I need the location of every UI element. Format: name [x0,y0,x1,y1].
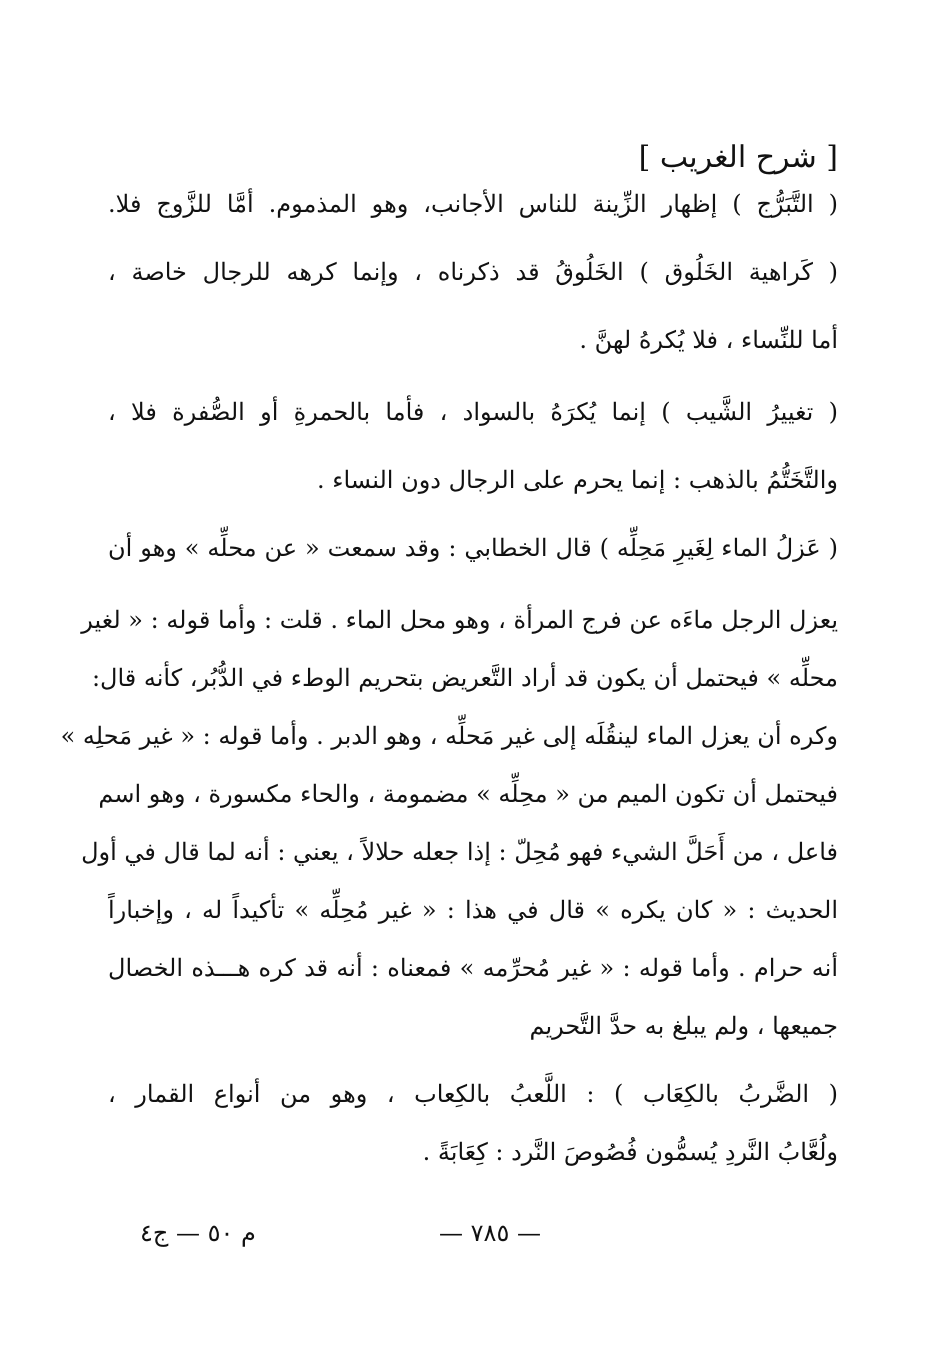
text-line: محلِّه » فيحتمل أن يكون قد أراد التَّعريض بتحريم الوطء في الدُّبُر، كأنه قال: [91,664,838,692]
text-line: جميعها ، ولم يبلغ به حدَّ التَّحريم [529,1012,838,1040]
text-line: ( تغييرُ الشَّيب ) إنما يُكرَهُ بالسواد ، فأما بالحمرةِ أو الصُّفرة فلا ، [108,398,838,426]
printer-signature: م ٥٠ — ج٤ [140,1219,256,1247]
text-line: أنه حرام . وأما قوله : « غير مُحرِّمه » فمعناه : أنه قد كره هـــذه الخصال [108,954,838,982]
text-line: ( كَراهية الخَلُوق ) الخَلُوقُ قد ذكرناه ، وإنما كرهه للرجال خاصة ، [108,258,838,286]
text-line: ( عَزلُ الماء لِغَيرِ مَحِلِّه ) قال الخطابي : وقد سمعت « عن محلِّه » وهو أن [108,534,838,562]
text-line: ( الضَّربُ بالكِعَاب ) : اللَّعبُ بالكِعاب ، وهو من أنواع القمار ، [108,1080,838,1108]
page-number: — ٧٨٥ — [439,1219,541,1247]
body-text [60,190,838,1166]
text-line: فيحتمل أن تكون الميم من « محِلِّه » مضمومة ، والحاء مكسورة ، وهو اسم [98,780,838,808]
text-line: وكره أن يعزل الماء لينقُلَه إلى غير مَحلِّه ، وهو الدبر . وأما قوله : « غير مَحلِه » [60,722,838,750]
text-line: يعزل الرجل ماءَه عن فرج المرأة ، وهو محل الماء . قلت : وأما قوله : « لغير [81,606,838,634]
section-heading: [ شرح الغريب ] [638,140,838,175]
text-line: والتَّخَتُّمُ بالذهب : إنما يحرم على الرجال دون النساء . [316,466,838,494]
text-line: ولُعَّابُ النَّردِ يُسمُّون فُصُوصَ النَّرد : كِعَابَةً . [422,1138,838,1166]
text-line: أما للنِّساء ، فلا يُكرهُ لهنَّ . [579,326,838,354]
text-line: الحديث : « كان يكره » قال في هذا : « غير مُحِلِّه » تأكيداً له ، وإخباراً [108,896,838,924]
text-line: فاعل ، من أَحَلَّ الشيء فهو مُحِلّ : إذا جعله حلالاً ، يعني : أنه لما قال في أول [81,838,838,866]
text-line: ( التَّبَرُّج ) إظهار الزِّينة للناس الأجانب، وهو المذموم. أمَّا للزَّوج فلا. [108,190,838,218]
